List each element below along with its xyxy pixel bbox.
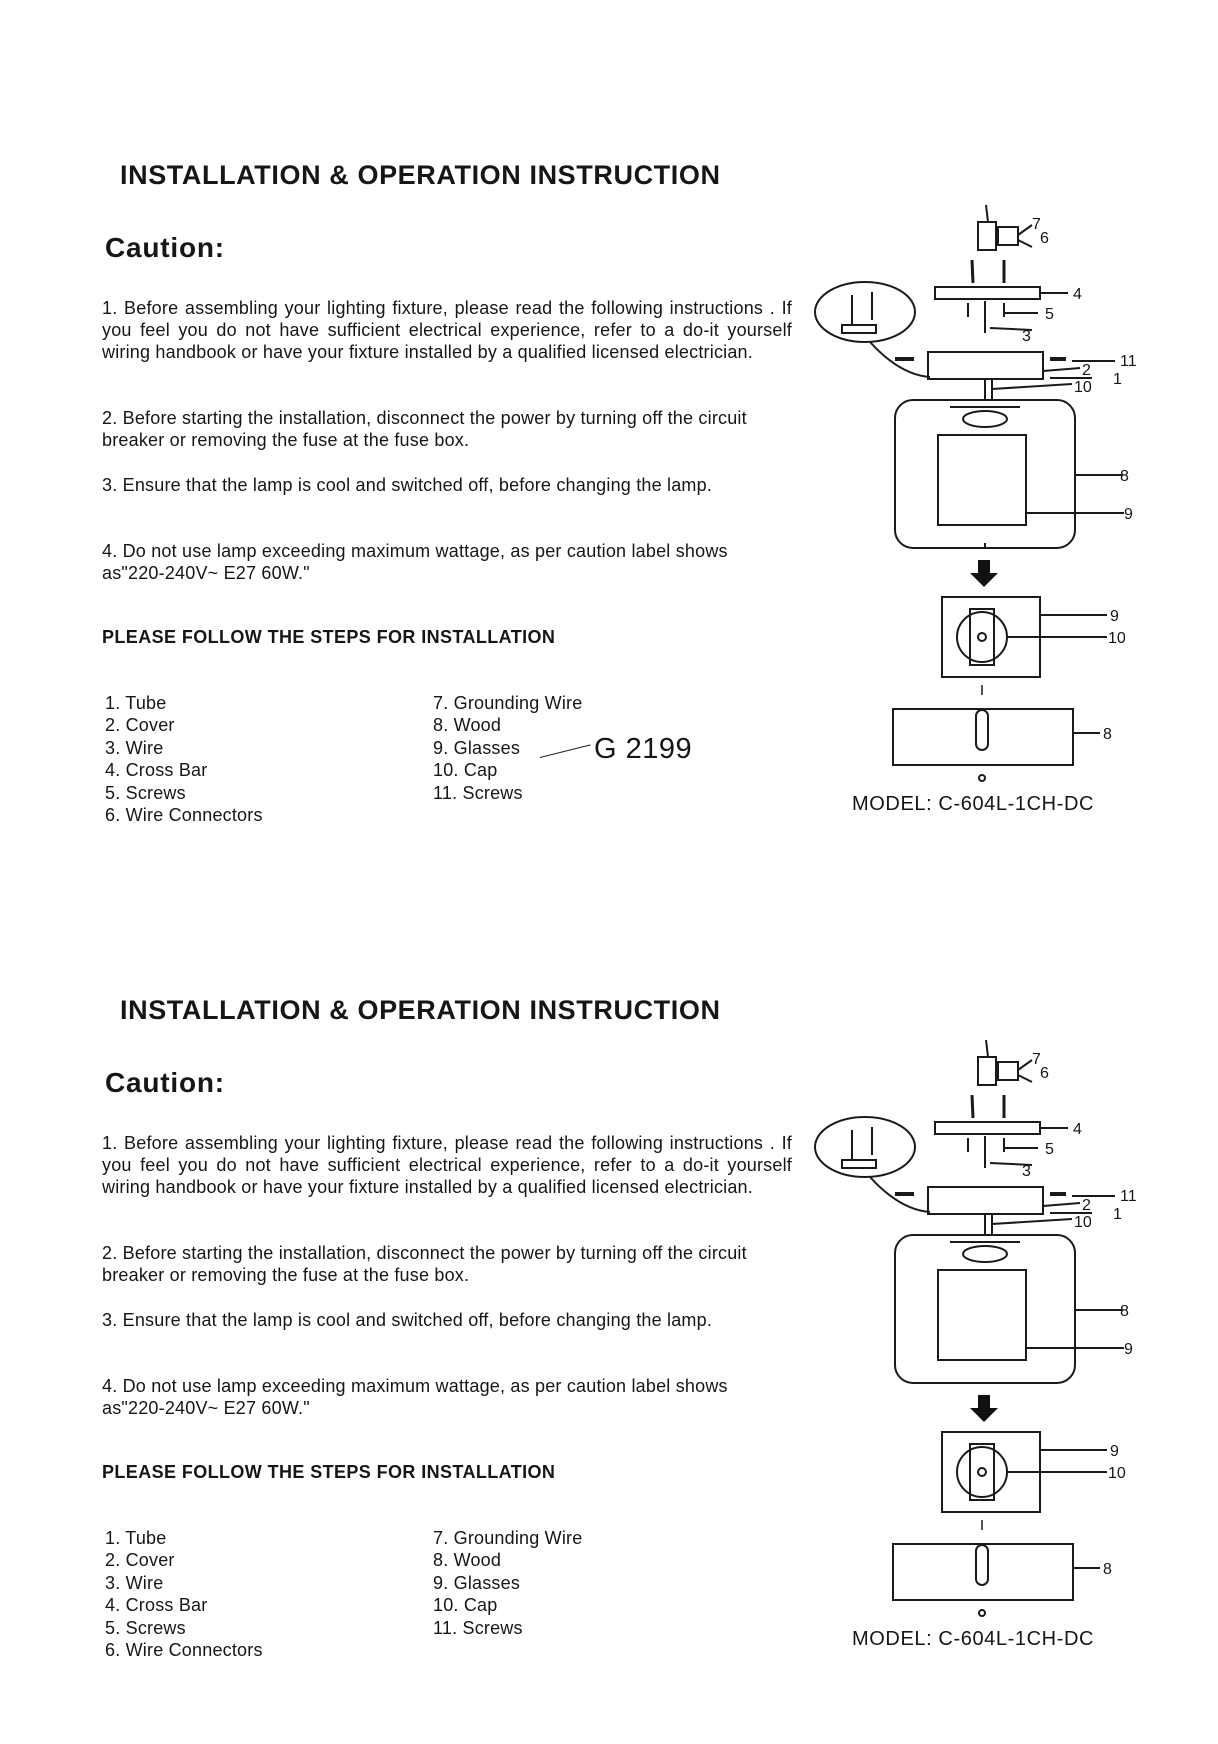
label-11: 11 [1120,1188,1137,1205]
label-8-base: 8 [1103,726,1112,743]
instruction-sheet-top [0,0,1218,835]
parts-list-left [105,1527,263,1661]
label-4: 4 [1073,286,1082,303]
label-9: 9 [1124,1341,1133,1358]
label-2: 2 [1082,1197,1091,1214]
instruction-sheet-bottom [0,835,1218,1670]
part-item: 6. Wire Connectors [105,805,263,826]
cross-bar-shape [935,287,1040,299]
caution-heading: Caution: [105,232,225,263]
part-item: 11. Screws [433,1617,523,1638]
label-7: 7 [1032,216,1041,233]
part-item: 1. Tube [105,1528,167,1548]
label-9: 9 [1124,506,1133,523]
instruction-3: 3. Ensure that the lamp is cool and switched off, before changing the lamp. [102,1310,713,1330]
label-8: 8 [1120,1303,1129,1320]
wire-connector-cap-shape [998,227,1018,245]
exploded-assembly-diagram [810,1030,1150,1660]
label-3: 3 [1022,328,1031,345]
part-item: 2. Cover [105,715,175,736]
label-10: 10 [1074,379,1092,396]
part-item: 4. Cross Bar [105,760,208,781]
arrow-down-icon [970,1395,998,1422]
cover-shape [928,352,1043,379]
steps-heading: PLEASE FOLLOW THE STEPS FOR INSTALLATION [102,627,556,647]
part-item: 10. Cap [433,1595,498,1616]
part-item: 4. Cross Bar [105,1595,208,1616]
parts-list-right [433,1527,582,1639]
cap-ring-shape [957,612,1007,662]
model-number: MODEL: C-604L-1CH-DC [852,793,1095,815]
label-5: 5 [1045,306,1054,323]
part-item: 5. Screws [105,782,186,803]
part-item: 9. Glasses [433,1572,521,1593]
glass-shade-shape [938,435,1026,525]
part-item: 3. Wire [105,737,164,758]
part-item: 5. Screws [105,1617,186,1638]
parts-list-right [433,692,582,804]
label-10-cap: 10 [1108,630,1126,647]
steps-heading: PLEASE FOLLOW THE STEPS FOR INSTALLATION [102,1462,556,1482]
label-11: 11 [1120,353,1137,370]
part-item: 2. Cover [105,1550,175,1571]
part-item: 7. Grounding Wire [433,693,583,713]
label-8-base: 8 [1103,1561,1112,1578]
label-1: 1 [1113,371,1122,388]
wood-base-shape [893,709,1073,765]
arrow-down-icon [970,560,998,587]
exploded-assembly-diagram [810,195,1150,825]
instruction-3: 3. Ensure that the lamp is cool and switched off, before changing the lamp. [102,475,713,495]
label-10: 10 [1074,1214,1092,1231]
instruction-2: 2. Before starting the installation, disconnect the power by turning off the circuit breaker or removing the fuse at the fuse box. [102,408,747,450]
part-item: 8. Wood [433,715,502,736]
part-item: 1. Tube [105,693,167,713]
label-7: 7 [1032,1051,1041,1068]
instruction-1: 1. Before assembling your lighting fixture, please read the following instructions . If you feel you do not have sufficient electrical experience, refer to a do-it yourself wiring handbook or have your fixture installed by a qualified licensed electrician. [102,1133,792,1197]
wire-connector-shape [978,222,996,250]
part-item: 10. Cap [433,760,498,781]
label-9-cap: 9 [1110,608,1119,625]
model-number: MODEL: C-604L-1CH-DC [852,1628,1095,1650]
page-title: INSTALLATION & OPERATION INSTRUCTION [120,160,721,190]
label-9-cap: 9 [1110,1443,1119,1460]
parts-list-left [105,692,263,826]
label-1: 1 [1113,1206,1122,1223]
part-item: 11. Screws [433,782,523,803]
item-code: G 2199 [594,733,693,765]
part-item: 6. Wire Connectors [105,1640,263,1661]
part-item: 8. Wood [433,1550,502,1571]
label-6: 6 [1040,230,1049,247]
label-2: 2 [1082,362,1091,379]
label-3: 3 [1022,1163,1031,1180]
instruction-2: 2. Before starting the installation, disconnect the power by turning off the circuit breaker or removing the fuse at the fuse box. [102,1243,747,1285]
label-6: 6 [1040,1065,1049,1082]
instruction-4: 4. Do not use lamp exceeding maximum wattage, as per caution label shows as"220-240V~ E27 60W." [102,1376,728,1418]
part-item: 9. Glasses [433,737,521,758]
label-8: 8 [1120,468,1129,485]
label-5: 5 [1045,1141,1054,1158]
part-item: 7. Grounding Wire [433,1528,583,1548]
label-4: 4 [1073,1121,1082,1138]
caution-heading: Caution: [105,1067,225,1098]
part-item: 3. Wire [105,1572,164,1593]
page-title: INSTALLATION & OPERATION INSTRUCTION [120,995,721,1025]
label-10-cap: 10 [1108,1465,1126,1482]
instruction-1: 1. Before assembling your lighting fixture, please read the following instructions . If you feel you do not have sufficient electrical experience, refer to a do-it yourself wiring handbook or have your fixture installed by a qualified licensed electrician. [102,298,792,362]
instruction-4: 4. Do not use lamp exceeding maximum wattage, as per caution label shows as"220-240V~ E27 60W." [102,541,728,583]
